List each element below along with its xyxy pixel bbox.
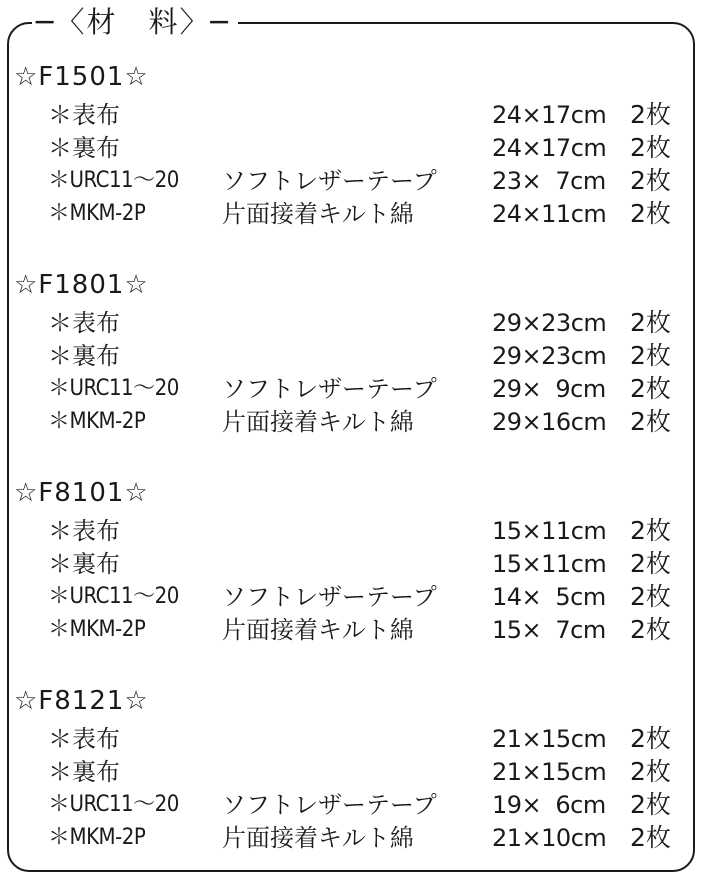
- material-description: ソフトレザーテープ: [222, 167, 437, 195]
- material-description: 片面接着キルト綿: [222, 200, 414, 228]
- material-size: 15×11cm: [492, 517, 607, 545]
- material-size: 21×15cm: [492, 725, 607, 753]
- material-name: ＊URC11～20: [48, 168, 179, 193]
- material-name: ＊MKM-2P: [48, 201, 146, 226]
- material-quantity: 2枚: [630, 374, 671, 403]
- material-size: 14× 5cm: [492, 583, 606, 611]
- material-quantity: 2枚: [630, 582, 671, 611]
- material-row: [0, 580, 710, 614]
- material-name: ＊裏布: [48, 342, 120, 370]
- material-size: 15×11cm: [492, 550, 607, 578]
- material-name: ＊表布: [48, 725, 120, 753]
- material-size: 24×11cm: [492, 200, 607, 228]
- material-description: ソフトレザーテープ: [222, 583, 437, 611]
- material-row: [0, 306, 710, 340]
- material-description: 片面接着キルト綿: [222, 616, 414, 644]
- material-quantity: 2枚: [630, 724, 671, 753]
- material-row: [0, 788, 710, 822]
- material-size: 19× 6cm: [492, 791, 606, 819]
- material-row: [0, 98, 710, 132]
- material-name: ＊裏布: [48, 134, 120, 162]
- material-description: 片面接着キルト綿: [222, 824, 414, 852]
- material-name: ＊MKM-2P: [48, 617, 146, 642]
- material-row: [0, 755, 710, 789]
- material-row: [0, 821, 710, 855]
- material-quantity: 2枚: [630, 516, 671, 545]
- section-header: ☆F1801☆: [14, 270, 149, 300]
- material-row: [0, 197, 710, 231]
- material-name: ＊MKM-2P: [48, 825, 146, 850]
- material-size: 15× 7cm: [492, 616, 606, 644]
- material-description: 片面接着キルト綿: [222, 408, 414, 436]
- material-description: ソフトレザーテープ: [222, 791, 437, 819]
- material-name: ＊URC11～20: [48, 376, 179, 401]
- material-quantity: 2枚: [630, 790, 671, 819]
- material-row: [0, 339, 710, 373]
- material-name: ＊MKM-2P: [48, 409, 146, 434]
- material-size: 29×23cm: [492, 342, 607, 370]
- material-size: 29×23cm: [492, 309, 607, 337]
- material-row: [0, 547, 710, 581]
- material-name: ＊表布: [48, 101, 120, 129]
- material-quantity: 2枚: [630, 199, 671, 228]
- material-row: [0, 372, 710, 406]
- material-quantity: 2枚: [630, 100, 671, 129]
- section-header: ☆F8101☆: [14, 478, 149, 508]
- material-row: [0, 405, 710, 439]
- material-name: ＊URC11～20: [48, 584, 179, 609]
- material-size: 29× 9cm: [492, 375, 606, 403]
- material-quantity: 2枚: [630, 823, 671, 852]
- material-name: ＊表布: [48, 309, 120, 337]
- material-size: 29×16cm: [492, 408, 607, 436]
- material-size: 21×15cm: [492, 758, 607, 786]
- material-name: ＊URC11～20: [48, 792, 179, 817]
- materials-title: ─〈材 料〉─: [32, 2, 238, 42]
- material-name: ＊裏布: [48, 550, 120, 578]
- section-header: ☆F8121☆: [14, 686, 149, 716]
- section-header: ☆F1501☆: [14, 62, 149, 92]
- material-quantity: 2枚: [630, 549, 671, 578]
- material-size: 21×10cm: [492, 824, 607, 852]
- material-row: [0, 722, 710, 756]
- material-size: 24×17cm: [492, 101, 607, 129]
- material-row: [0, 164, 710, 198]
- material-quantity: 2枚: [630, 407, 671, 436]
- material-size: 24×17cm: [492, 134, 607, 162]
- material-row: [0, 613, 710, 647]
- material-quantity: 2枚: [630, 308, 671, 337]
- material-name: ＊表布: [48, 517, 120, 545]
- material-row: [0, 131, 710, 165]
- material-quantity: 2枚: [630, 341, 671, 370]
- material-row: [0, 514, 710, 548]
- material-quantity: 2枚: [630, 757, 671, 786]
- material-quantity: 2枚: [630, 615, 671, 644]
- material-quantity: 2枚: [630, 166, 671, 195]
- material-size: 23× 7cm: [492, 167, 606, 195]
- material-description: ソフトレザーテープ: [222, 375, 437, 403]
- material-name: ＊裏布: [48, 758, 120, 786]
- material-quantity: 2枚: [630, 133, 671, 162]
